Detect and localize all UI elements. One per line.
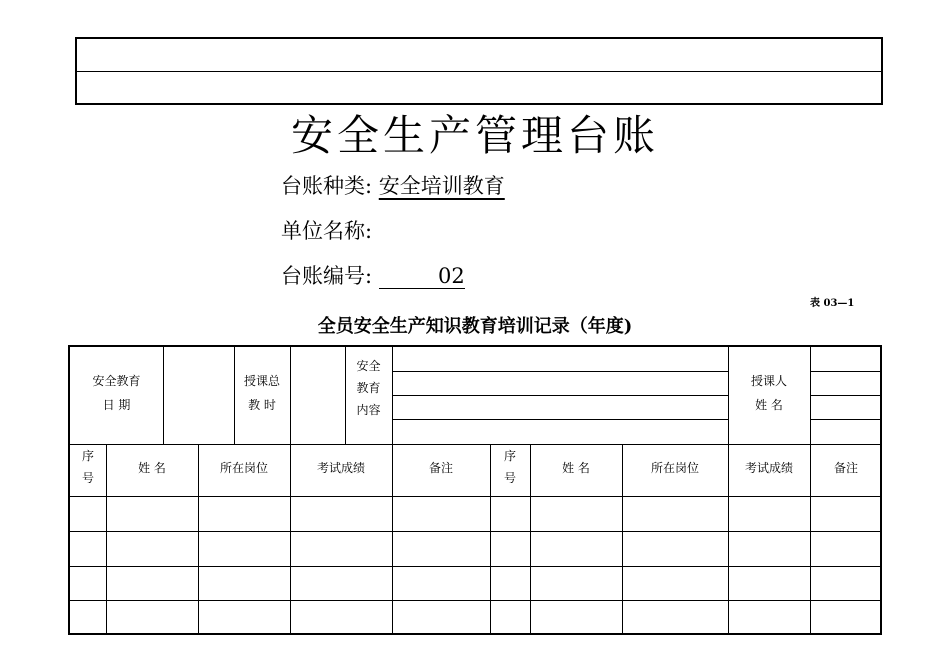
grid-line xyxy=(70,496,882,497)
grid-line xyxy=(70,444,882,445)
edu-content-line-3: 内容 xyxy=(356,403,381,417)
header-box-divider xyxy=(77,71,881,72)
page-title: 安全生产管理台账 xyxy=(290,111,659,160)
form-title: 全员安全生产知识教育培训记录（年度) xyxy=(317,316,633,337)
grid-line xyxy=(810,371,882,372)
grid-line xyxy=(392,395,728,396)
unit-name-field xyxy=(281,216,372,246)
edu-content-line-2: 教育 xyxy=(356,381,381,395)
total-hours-header xyxy=(234,369,290,417)
ledger-number-label: 台账编号: xyxy=(281,264,373,288)
col-name-left: 姓 名 xyxy=(138,461,166,475)
teacher-name-header xyxy=(728,369,810,417)
form-code: 表 03—1 xyxy=(810,298,855,309)
col-post-left: 所在岗位 xyxy=(219,461,268,475)
grid-line xyxy=(810,395,882,396)
ledger-number-field xyxy=(281,261,465,291)
grid-line xyxy=(70,531,882,532)
grid-line xyxy=(392,371,728,372)
ledger-category-label: 台账种类: xyxy=(281,174,373,198)
grid-line xyxy=(810,419,882,420)
ledger-number-value: 02 xyxy=(379,264,465,289)
col-name-right: 姓 名 xyxy=(562,461,590,475)
col-seq-right-line-2: 号 xyxy=(503,471,516,485)
teacher-name-line-1: 授课人 xyxy=(750,374,787,388)
col-note-left: 备注 xyxy=(428,461,453,475)
edu-content-header xyxy=(345,355,392,421)
total-hours-line-1: 授课总 xyxy=(243,374,280,388)
col-score-left: 考试成绩 xyxy=(316,461,365,475)
grid-line xyxy=(70,600,882,601)
teacher-name-line-2: 姓 名 xyxy=(755,398,783,412)
col-seq-left-line-2: 号 xyxy=(81,471,94,485)
col-post-right: 所在岗位 xyxy=(650,461,699,475)
total-hours-line-2: 教 时 xyxy=(248,398,276,412)
col-seq-left-line-1: 序 xyxy=(81,449,94,463)
edu-date-line-1: 安全教育 xyxy=(92,374,141,388)
training-record-table xyxy=(68,345,882,635)
col-seq-left xyxy=(70,445,106,489)
col-score-right: 考试成绩 xyxy=(744,461,793,475)
col-seq-right xyxy=(490,445,530,489)
grid-line xyxy=(70,566,882,567)
grid-line xyxy=(392,419,728,420)
col-note-right: 备注 xyxy=(833,461,858,475)
edu-date-header xyxy=(70,369,163,417)
unit-name-label: 单位名称: xyxy=(281,219,373,243)
header-box xyxy=(75,37,883,105)
grid-line xyxy=(163,347,164,444)
ledger-category-field xyxy=(281,171,505,201)
edu-date-line-2: 日 期 xyxy=(102,398,131,412)
edu-content-line-1: 安全 xyxy=(356,359,381,373)
col-seq-right-line-1: 序 xyxy=(503,449,516,463)
ledger-category-value: 安全培训教育 xyxy=(378,174,505,198)
grid-line xyxy=(290,347,291,444)
